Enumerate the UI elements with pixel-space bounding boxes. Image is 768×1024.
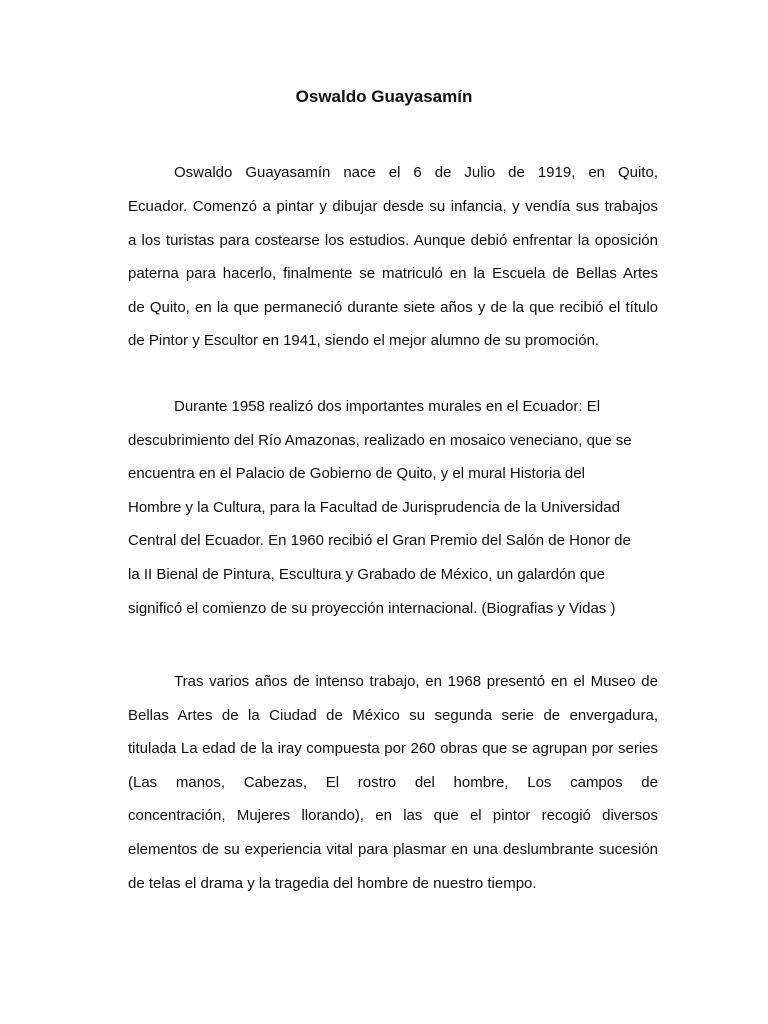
paragraph-1-line-5: de Quito, en la que permaneció durante siete años y de la que recibió el título bbox=[128, 299, 658, 316]
paragraph-2-line-3: encuentra en el Palacio de Gobierno de Quito, y el mural Historia del bbox=[128, 465, 585, 482]
paragraph-1-line-1: Oswaldo Guayasamín nace el 6 de Julio de 1919, en Quito, bbox=[174, 164, 658, 181]
paragraph-1-line-3: a los turistas para costearse los estudios. Aunque debió enfrentar la oposición bbox=[128, 232, 658, 249]
paragraph-3-line-2: Bellas Artes de la Ciudad de México su segunda serie de envergadura, bbox=[128, 707, 658, 724]
document-title: Oswaldo Guayasamín bbox=[295, 87, 473, 106]
paragraph-2-line-7: significó el comienzo de su proyección internacional. (Biografias y Vidas ) bbox=[128, 600, 616, 617]
paragraph-3-line-6: elementos de su experiencia vital para plasmar en una deslumbrante sucesión bbox=[128, 841, 658, 858]
paragraph-2-line-4: Hombre y la Cultura, para la Facultad de Jurisprudencia de la Universidad bbox=[128, 499, 620, 516]
paragraph-3-line-4: (Las manos, Cabezas, El rostro del hombre, Los campos de bbox=[128, 774, 658, 791]
paragraph-3-line-7: de telas el drama y la tragedia del hombre de nuestro tiempo. bbox=[128, 875, 537, 892]
paragraph-1-line-4: paterna para hacerlo, finalmente se matriculó en la Escuela de Bellas Artes bbox=[128, 265, 658, 282]
paragraph-3-line-1: Tras varios años de intenso trabajo, en 1968 presentó en el Museo de bbox=[174, 673, 658, 690]
paragraph-2-line-6: la II Bienal de Pintura, Escultura y Grabado de México, un galardón que bbox=[128, 566, 605, 583]
paragraph-2-line-1: Durante 1958 realizó dos importantes murales en el Ecuador: El bbox=[174, 398, 601, 415]
paragraph-3-line-3: titulada La edad de la iray compuesta por 260 obras que se agrupan por series bbox=[128, 740, 658, 757]
paragraph-2-line-2: descubrimiento del Río Amazonas, realizado en mosaico veneciano, que se bbox=[128, 432, 632, 449]
paragraph-3-line-5: concentración, Mujeres llorando), en las que el pintor recogió diversos bbox=[128, 807, 658, 824]
paragraph-1-line-2: Ecuador. Comenzó a pintar y dibujar desde su infancia, y vendía sus trabajos bbox=[128, 198, 658, 215]
paragraph-1-line-6: de Pintor y Escultor en 1941, siendo el mejor alumno de su promoción. bbox=[128, 332, 600, 349]
paragraph-2-line-5: Central del Ecuador. En 1960 recibió el Gran Premio del Salón de Honor de bbox=[128, 532, 631, 549]
